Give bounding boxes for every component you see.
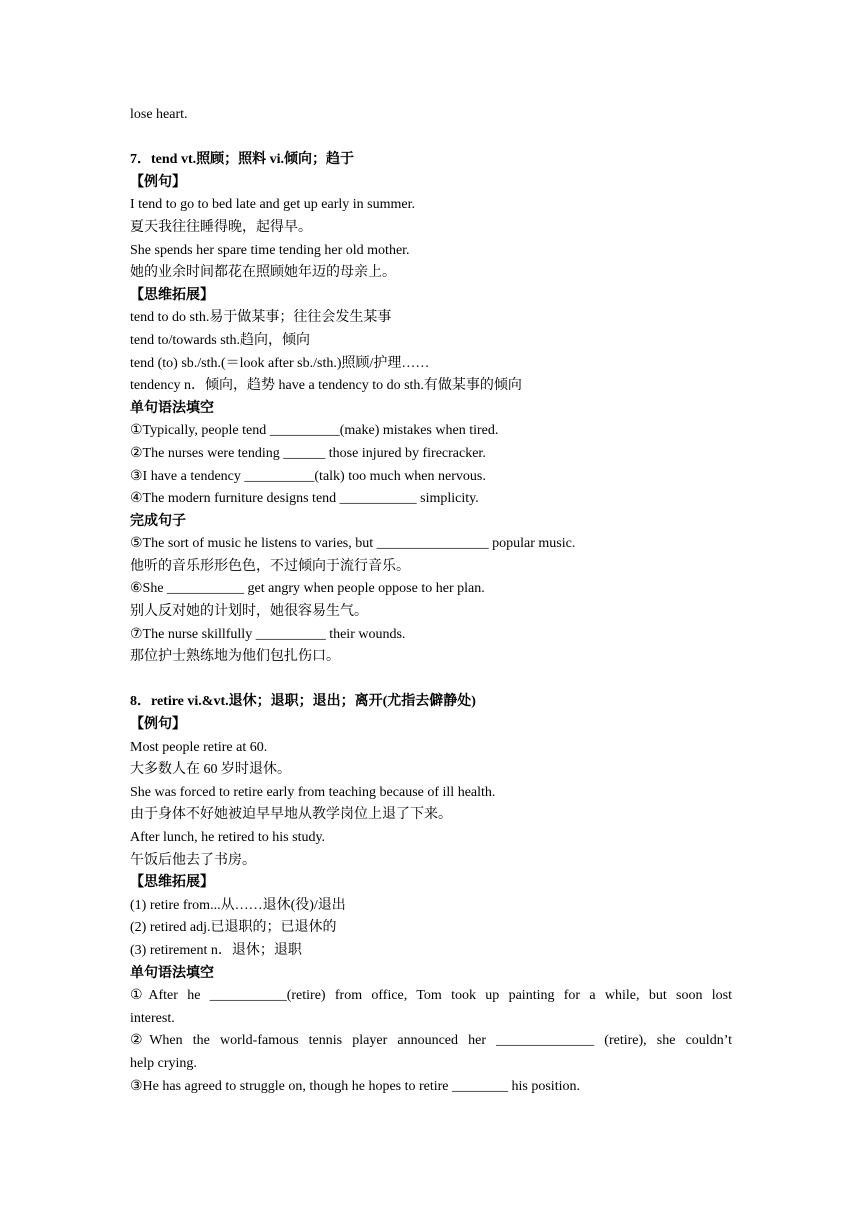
grammar-fill-label: 单句语法填空 — [130, 400, 214, 416]
example-line: 午饭后他去了书房。 — [130, 852, 256, 868]
complete-item: ⑦The nurse skillfully __________ their wounds. — [130, 626, 406, 642]
complete-item-translation: 他听的音乐形形色色，不过倾向于流行音乐。 — [130, 558, 410, 574]
example-line: She spends her spare time tending her old mother. — [130, 242, 410, 258]
grammar-item: ②When the world-famous tennis player announced her ______________ (retire), she couldn’t — [130, 1033, 732, 1049]
spacer — [130, 669, 732, 692]
examples-label: 【例句】 — [130, 717, 186, 733]
example-line: After lunch, he retired to his study. — [130, 830, 326, 845]
spacer — [130, 127, 732, 150]
section-7-heading: 7．tend vt.照顾；照料 vi.倾向；趋于 — [130, 152, 354, 168]
grammar-item: ①After he ___________(retire) from office, Tom took up painting for a while, but soon lost — [130, 988, 732, 1004]
extension-line: tend to/towards sth.趋向，倾向 — [130, 332, 311, 348]
example-line: 夏天我往往睡得晚，起得早。 — [130, 219, 312, 235]
grammar-item: ②The nurses were tending ______ those injured by firecracker. — [130, 445, 486, 461]
extension-line: tend to do sth.易于做某事；往往会发生某事 — [130, 310, 392, 326]
example-line: Most people retire at 60. — [130, 739, 268, 755]
extension-line: (1) retire from...从……退休(役)/退出 — [130, 897, 346, 913]
example-line: 大多数人在 60 岁时退休。 — [130, 762, 291, 778]
complete-item: ⑥She ___________ get angry when people oppose to her plan. — [130, 581, 485, 597]
intro-text: lose heart. — [130, 107, 188, 122]
grammar-item-continued: interest. — [130, 1010, 175, 1026]
examples-label: 【例句】 — [130, 174, 186, 190]
example-line: I tend to go to bed late and get up early in summer. — [130, 197, 415, 213]
complete-item: ⑤The sort of music he listens to varies, but ________________ popular music. — [130, 536, 576, 552]
complete-sentence-label: 完成句子 — [130, 513, 186, 529]
example-line: 由于身体不好她被迫早早地从教学岗位上退了下来。 — [130, 807, 452, 823]
example-line: She was forced to retire early from teaching because of ill health. — [130, 784, 496, 800]
grammar-item: ①Typically, people tend __________(make) mistakes when tired. — [130, 423, 499, 439]
grammar-item: ③I have a tendency __________(talk) too much when nervous. — [130, 468, 486, 484]
extension-line: tend (to) sb./sth.(＝look after sb./sth.)照顾/护理…… — [130, 355, 430, 371]
grammar-item: ④The modern furniture designs tend ___________ simplicity. — [130, 491, 479, 507]
extension-line: (2) retired adj.已退职的；已退休的 — [130, 920, 337, 936]
extension-line: (3) retirement n．退休；退职 — [130, 942, 302, 958]
complete-item-translation: 别人反对她的计划时，她很容易生气。 — [130, 604, 368, 620]
complete-item-translation: 那位护士熟练地为他们包扎伤口。 — [130, 649, 340, 665]
extension-label: 【思维拓展】 — [130, 875, 214, 891]
extension-line: tendency n．倾向，趋势 have a tendency to do sth.有做某事的倾向 — [130, 378, 522, 394]
document-page — [130, 104, 732, 1098]
grammar-item-continued: help crying. — [130, 1055, 197, 1071]
grammar-fill-label: 单句语法填空 — [130, 965, 214, 981]
example-line: 她的业余时间都花在照顾她年迈的母亲上。 — [130, 265, 396, 281]
extension-label: 【思维拓展】 — [130, 287, 214, 303]
grammar-item: ③He has agreed to struggle on, though he hopes to retire ________ his position. — [130, 1078, 580, 1094]
section-8-heading: 8．retire vi.&vt.退休；退职；退出；离开(尤指去僻静处) — [130, 694, 476, 710]
